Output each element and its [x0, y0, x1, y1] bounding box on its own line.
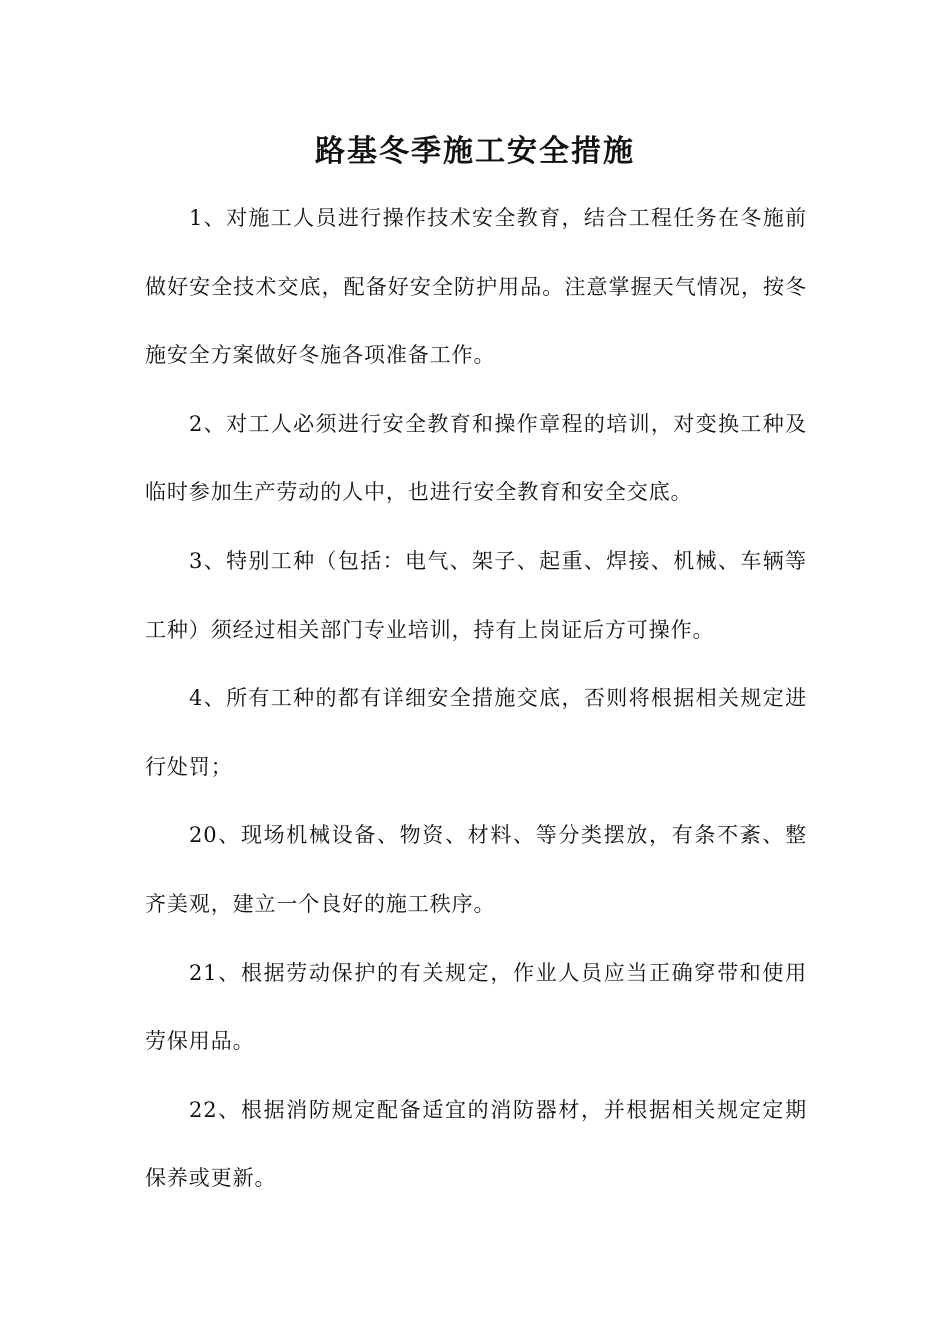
paragraph-21: 21、根据劳动保护的有关规定，作业人员应当正确穿带和使用劳保用品。 — [145, 960, 807, 1054]
paragraph-2: 2、对工人必须进行安全教育和操作章程的培训，对变换工种及临时参加生产劳动的人中，也进行安全教育和安全交底。 — [145, 411, 807, 505]
paragraph-4: 4、所有工种的都有详细安全措施交底，否则将根据相关规定进行处罚； — [145, 686, 807, 779]
paragraph-1: 1、对施工人员进行操作技术安全教育，结合工程任务在冬施前做好安全技术交底，配备好安全防护用品。注意掌握天气情况，按冬施安全方案做好冬施各项准备工作。 — [145, 206, 807, 368]
paragraph-3: 3、特别工种（包括：电气、架子、起重、焊接、机械、车辆等工种）须经过相关部门专业培训，持有上岗证后方可操作。 — [145, 548, 807, 642]
paragraph-20: 20、现场机械设备、物资、材料、等分类摆放，有条不紊、整齐美观，建立一个良好的施工秩序。 — [145, 823, 807, 916]
paragraph-22: 22、根据消防规定配备适宜的消防器材，并根据相关规定定期保养或更新。 — [145, 1097, 807, 1191]
document-title: 路基冬季施工安全措施 — [315, 134, 635, 169]
document-body — [145, 184, 807, 1213]
